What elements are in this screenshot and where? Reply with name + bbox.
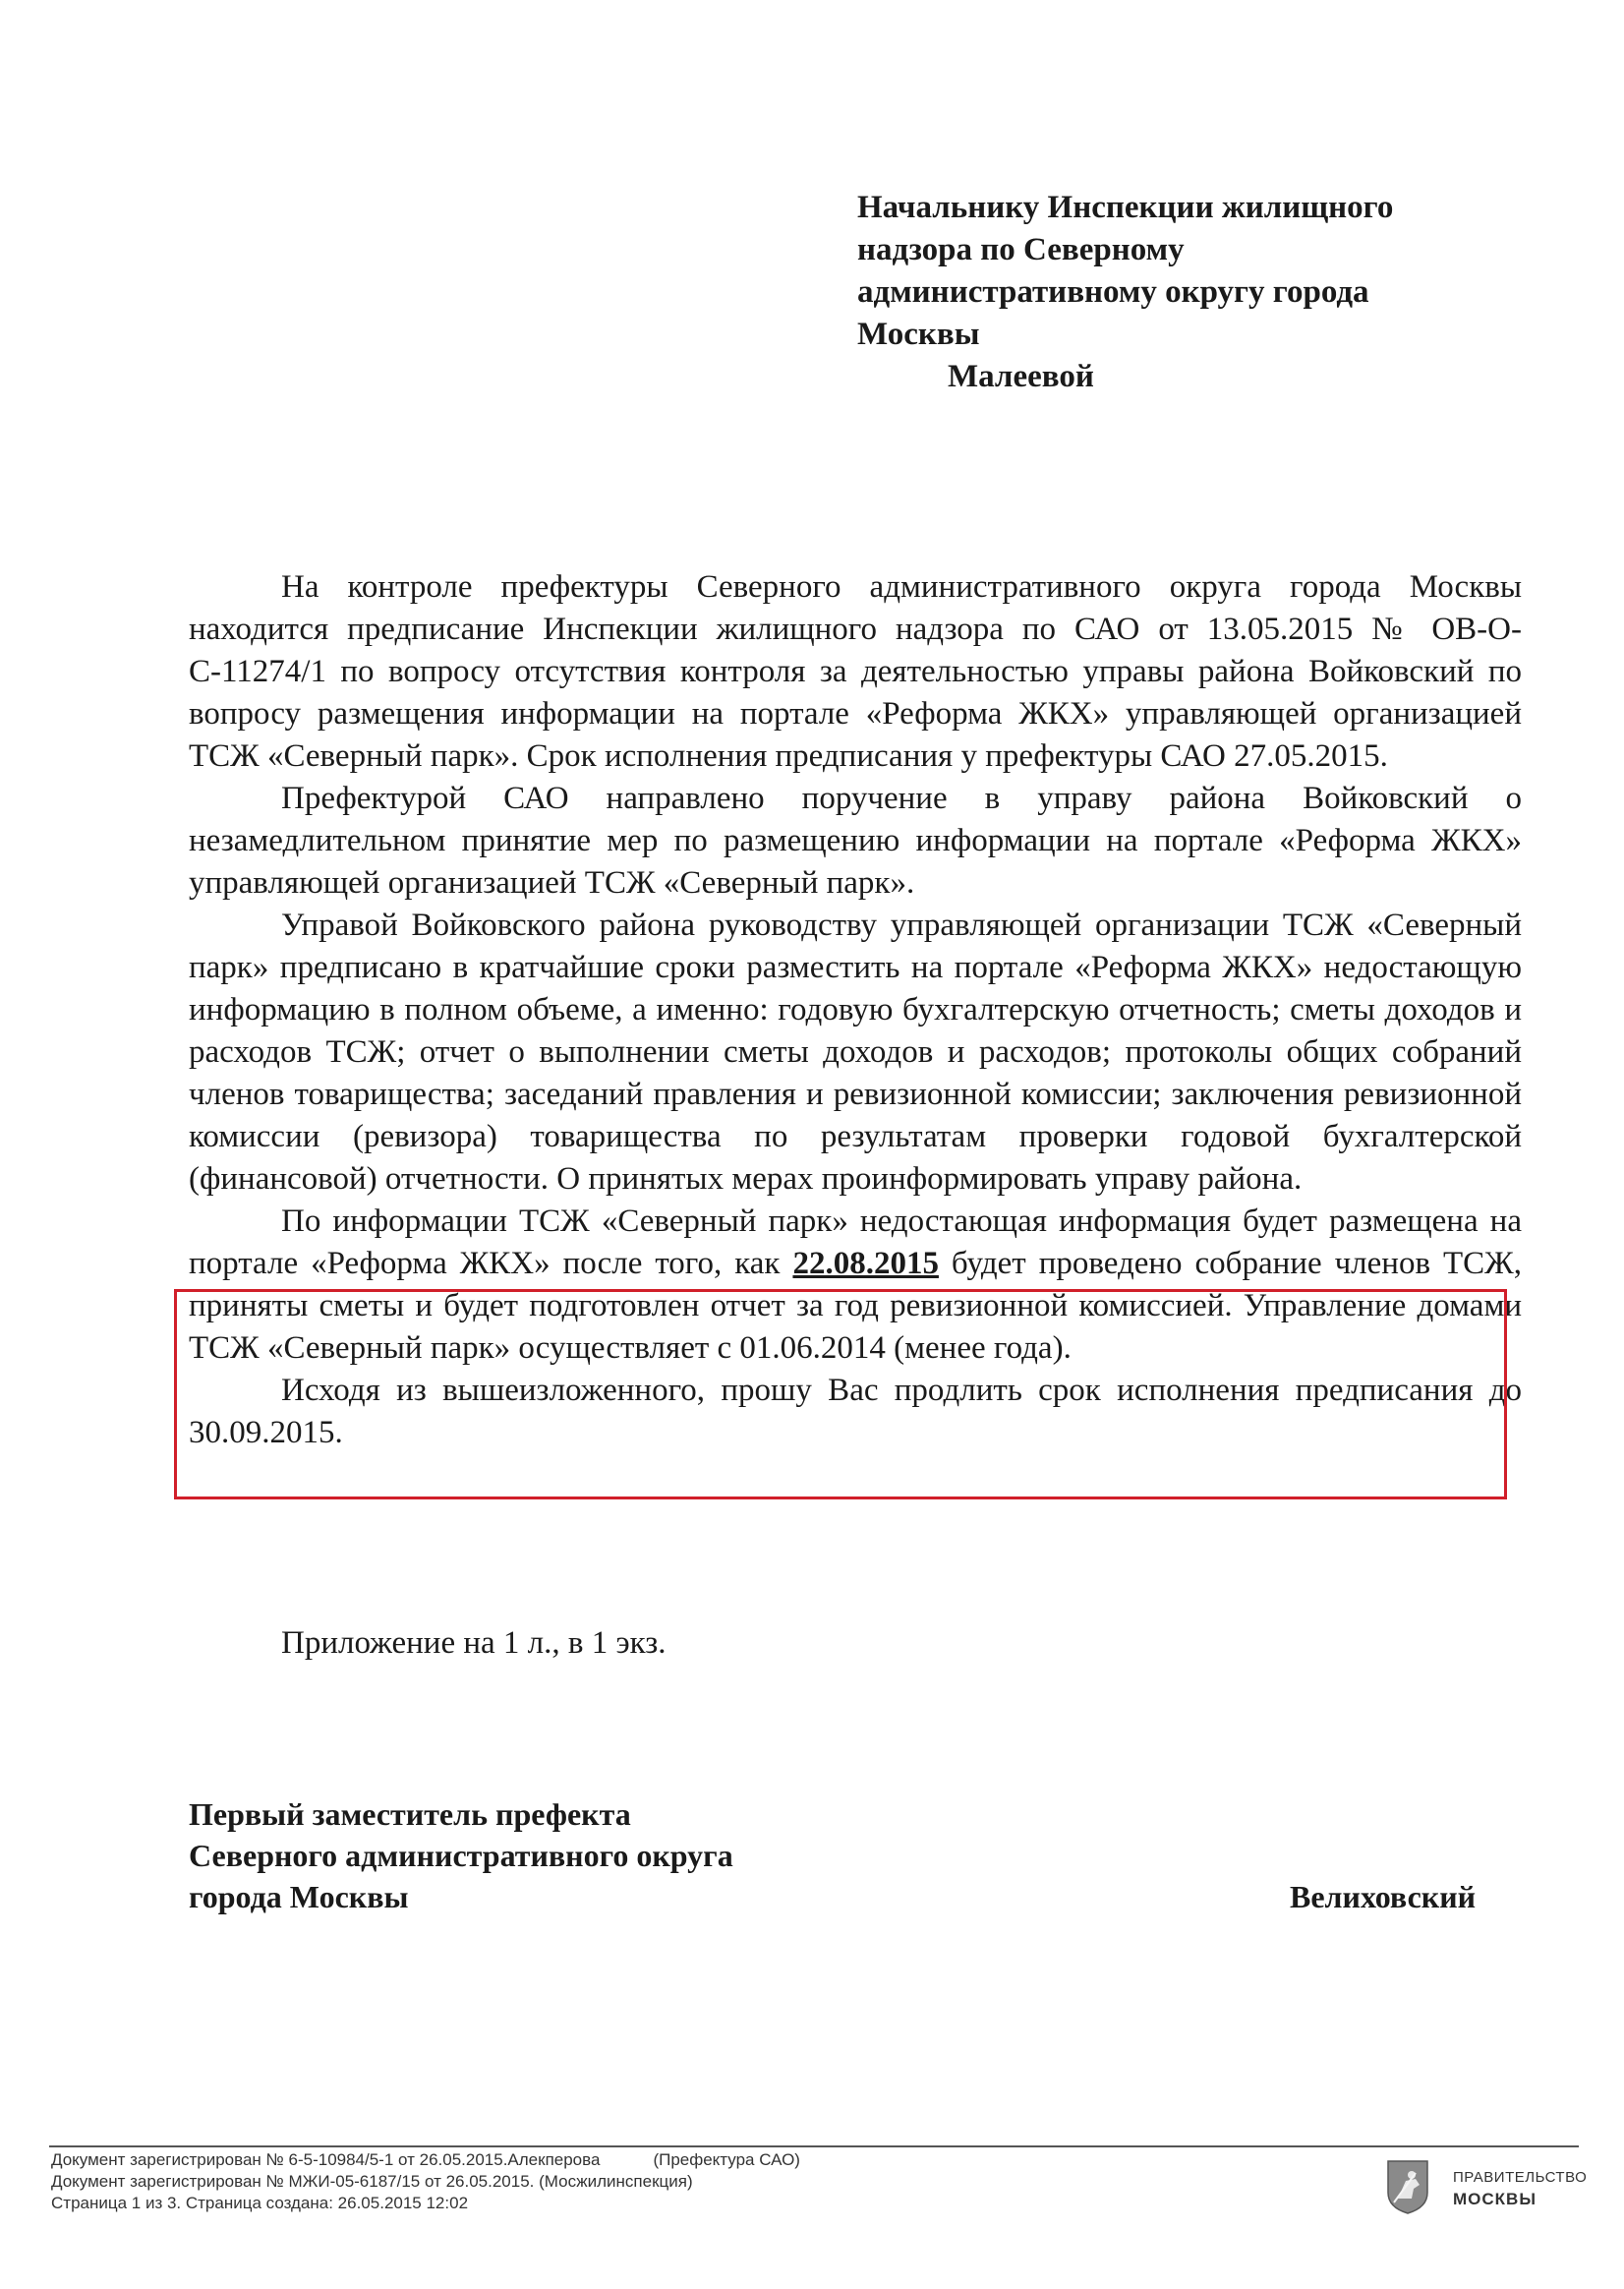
addressee-line: административному округу города <box>857 274 1369 310</box>
addressee-line: Начальнику Инспекции жилищного <box>857 190 1394 225</box>
gov-logo-line-1: ПРАВИТЕЛЬСТВО <box>1453 2169 1588 2186</box>
signatory-line: Северного административного округа <box>189 1838 733 1873</box>
gov-logo-line-2: МОСКВЫ <box>1453 2190 1537 2208</box>
moscow-coat-of-arms-icon <box>1386 2159 1429 2214</box>
attachment-note: Приложение на 1 л., в 1 экз. <box>281 1625 667 1661</box>
highlighted-date: 22.08.2015 <box>792 1246 939 1281</box>
paragraph-2: Префектурой САО направлено поручение в управу района Войковский о незамедлительном принятие мер по размещению информации на портале «Реформа ЖКХ» управляющей организацией ТСЖ «Северный парк». <box>189 781 1522 901</box>
registration-footer <box>51 2149 800 2214</box>
paragraph-3: Управой Войковского района руководству управляющей организации ТСЖ «Северный парк» предписано в кратчайшие сроки разместить на портале «Реформа ЖКХ» недостающую информацию в полном объеме, а именно: годовую бухгалтерскую отчетность; сметы доходов и расходов ТСЖ; отчет о выполнении сметы доходов и расходов; протоколы общих собраний членов товарищества; заседаний правления и ревизионной комиссии; заключения ревизионной комиссии (ревизора) товарищества по результатам проверки годовой бухгалтерской (финансовой) отчетности. О принятых мерах проинформировать управу района. <box>189 908 1522 1197</box>
footer-line-3: Страница 1 из 3. Страница создана: 26.05.2015 12:02 <box>51 2194 469 2212</box>
signatory-line: города Москвы <box>189 1879 409 1914</box>
paragraph-5: Исходя из вышеизложенного, прошу Вас продлить срок исполнения предписания до 30.09.2015. <box>189 1373 1522 1450</box>
paragraph-1: На контроле префектуры Северного административного округа города Москвы находится предписание Инспекции жилищного надзора по САО от 13.05.2015 № ОВ-О-С-11274/1 по вопросу отсутствия контроля за деятельностью управы района Войковский по вопросу размещения информации на портале «Реформа ЖКХ» управляющей организацией ТСЖ «Северный парк». Срок исполнения предписания у префектуры САО 27.05.2015. <box>189 569 1522 774</box>
footer-divider <box>49 2145 1579 2147</box>
paragraph-4-end: будет проведено собрание членов ТСЖ, приняты сметы и будет подготовлен отчет за год ревизионной комиссией. Управление домами ТСЖ «Северный парк» осуществляет с 01.06.2014 (менее года). <box>189 1246 1522 1366</box>
addressee-block <box>857 187 1526 398</box>
addressee-line: надзора по Северному <box>857 232 1185 267</box>
signatory-line: Первый заместитель префекта <box>189 1796 631 1832</box>
footer-registration-1: Документ зарегистрирован № 6-5-10984/5-1 от 26.05.2015.Алекперова <box>51 2150 601 2169</box>
footer-line-2: Документ зарегистрирован № МЖИ-05-6187/15 от 26.05.2015. (Мосжилинспекция) <box>51 2172 693 2191</box>
highlight-box <box>174 1289 1507 1499</box>
paragraph-4-start: По информации ТСЖ «Северный парк» недостающая информация будет размещена на портале «Реформа ЖКХ» после того, как <box>189 1203 1522 1281</box>
footer-organization: (Префектура САО) <box>653 2150 800 2169</box>
government-logo-text <box>1453 2167 1587 2210</box>
footer-line-1 <box>51 2149 800 2171</box>
addressee-name: Малеевой <box>948 359 1094 394</box>
addressee-line: Москвы <box>857 317 980 352</box>
signatory-title <box>189 1793 733 1917</box>
signatory-name: Велиховский <box>1290 1879 1477 1914</box>
